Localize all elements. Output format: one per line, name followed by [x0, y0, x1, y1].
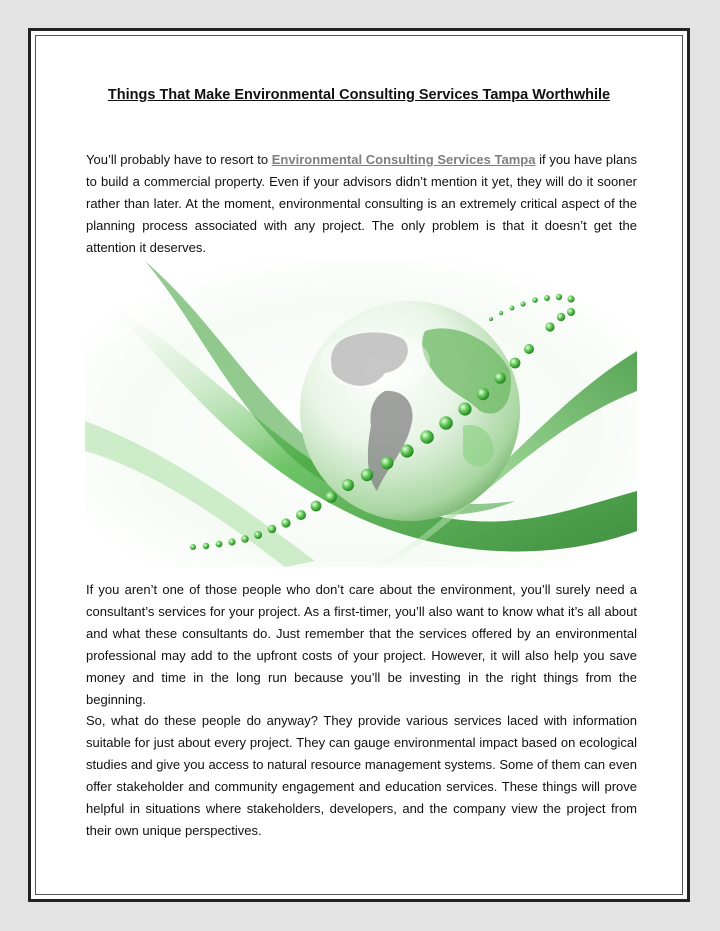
paragraph-consultant: If you aren’t one of those people who don’t care about the environment, you’ll surely need a consultant’s services for your project. As a first-timer, you’ll also want to know what it’s all about and what these consultants do. Just remember that the services offered by an environmental professional may add to the upfront costs of your project. However, it will also help you save money and time in the long run because you’ll be investing in the right things from the beginning.: [86, 582, 637, 707]
page-title: Things That Make Environmental Consulting Services Tampa Worthwhile: [107, 87, 611, 103]
paragraph-intro-lead: You’ll probably have to resort to: [86, 152, 272, 167]
paragraph-services: So, what do these people do anyway? They provide various services laced with information suitable for just about every project. They can gauge environmental impact based on ecological studies and give you access to natural resource management systems. Some of them can even offer stakeholder and community engagement and education services. These things will prove helpful in situations where stakeholders, developers, and the company view the project from their own unique perspectives.: [86, 713, 637, 838]
paragraph-intro: [86, 149, 637, 259]
paragraph-intro-rest: if you have plans to build a commercial property. Even if your advisors didn’t mention it yet, they will do it sooner rather than later. At the moment, environmental consulting is an extremely critical aspect of the planning process associated with any project. The only problem is that it doesn’t get the attention it deserves.: [86, 152, 637, 255]
environmental-consulting-link[interactable]: Environmental Consulting Services Tampa: [271, 152, 536, 167]
green-globe-icon: [85, 261, 637, 567]
document-page: [28, 28, 690, 902]
